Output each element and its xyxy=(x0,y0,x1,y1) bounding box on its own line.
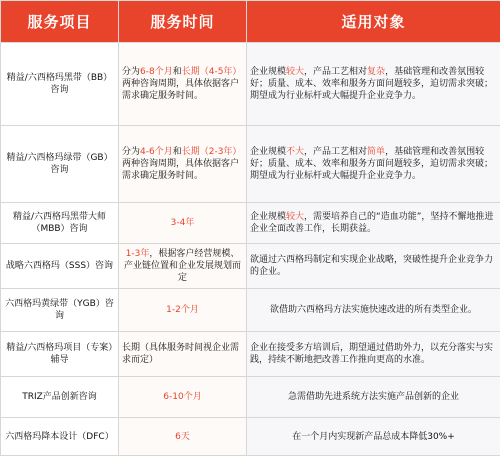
service-time: 6天 xyxy=(119,418,247,456)
highlight-text: 较大 xyxy=(286,67,304,77)
table-row xyxy=(1,332,500,377)
table-row xyxy=(1,203,500,244)
table-row xyxy=(1,244,500,289)
table-row xyxy=(1,289,500,332)
service-target: 欲通过六西格玛制定和实现企业战略，突破性提升企业竞争力的企业。 xyxy=(247,244,500,289)
service-name: 精益/六西格玛黑带大师（MBB）咨询 xyxy=(1,203,119,244)
highlight-text: 长期（4-5年） xyxy=(182,67,242,77)
highlight-text: 不大 xyxy=(286,147,304,157)
text-part: 两种咨询周期，具体依据客户需求确定服务时间。 xyxy=(122,79,239,101)
service-time xyxy=(119,244,247,289)
text-part: 两种咨询周期，具体依据客户需求确定服务时间。 xyxy=(122,159,239,181)
text-part: 企业规模 xyxy=(250,147,286,157)
table-header-row xyxy=(1,1,500,43)
highlight-text: 简单 xyxy=(367,147,385,157)
highlight-text: 1-3年 xyxy=(126,249,150,259)
header-target: 适用对象 xyxy=(247,1,500,43)
text-part: ，基础管理和改善氛围较好；质量、成本、效率和服务方面问题较多，迫切需求突破；期望成为行业标杆或大幅提升企业竞争力。 xyxy=(250,67,493,101)
service-name: 精益/六西格玛黑带（BB）咨询 xyxy=(1,43,119,126)
service-name: 六西格玛黄绿带（YGB）咨询 xyxy=(1,289,119,332)
service-time xyxy=(119,126,247,203)
table-row xyxy=(1,418,500,456)
service-time: 长期（具体服务时间视企业需求而定） xyxy=(119,332,247,377)
service-target xyxy=(247,203,500,244)
text-part: 企业规模 xyxy=(250,212,286,222)
service-name: 六西格玛降本设计（DFC） xyxy=(1,418,119,456)
service-name: 精益/六西格玛绿带（GB）咨询 xyxy=(1,126,119,203)
text-part: 分为 xyxy=(122,67,140,77)
service-time: 6-10个月 xyxy=(119,377,247,418)
service-target: 在一个月内实现新产品总成本降低30%+ xyxy=(247,418,500,456)
text-part: ，产品工艺相对 xyxy=(304,147,367,157)
service-target: 急需借助先进系统方法实施产品创新的企业 xyxy=(247,377,500,418)
text-part: 分为 xyxy=(122,147,140,157)
text-part: ，需要培养自己的“造血功能”，坚持不懈地推进企业全面改善工作，长期获益。 xyxy=(250,212,493,234)
header-service-item: 服务项目 xyxy=(1,1,119,43)
table-row xyxy=(1,377,500,418)
text-part: 企业规模 xyxy=(250,67,286,77)
service-target xyxy=(247,43,500,126)
service-name: 战略六西格玛（SSS）咨询 xyxy=(1,244,119,289)
text-part: ，产品工艺相对 xyxy=(304,67,367,77)
table-row xyxy=(1,126,500,203)
highlight-text: 6-8个月 xyxy=(140,67,173,77)
service-target xyxy=(247,126,500,203)
service-time: 3-4年 xyxy=(119,203,247,244)
service-time: 1-2个月 xyxy=(119,289,247,332)
highlight-text: 长期（2-3年） xyxy=(182,147,242,157)
text-part: ，基础管理和改善氛围较好；质量、成本、效率和服务方面问题较多，迫切需求突破；期望成为行业标杆或大幅提升企业竞争力。 xyxy=(250,147,493,181)
text-part: ，根据客户经营规模、产业链位置和企业发展规划而定 xyxy=(124,249,241,283)
highlight-text: 4-6个月 xyxy=(140,147,173,157)
table-row xyxy=(1,43,500,126)
text-part: 和 xyxy=(173,147,182,157)
service-target: 欲借助六西格玛方法实施快速改进的所有类型企业。 xyxy=(247,289,500,332)
service-name: 精益/六西格玛项目（专案）辅导 xyxy=(1,332,119,377)
highlight-text: 复杂 xyxy=(367,67,385,77)
service-time xyxy=(119,43,247,126)
highlight-text: 较大 xyxy=(286,212,304,222)
service-target: 企业在接受多方培训后，期望通过借助外力，以充分落实与实践，持续不断地把改善工作推向更高的水准。 xyxy=(247,332,500,377)
header-service-time: 服务时间 xyxy=(119,1,247,43)
text-part: 和 xyxy=(173,67,182,77)
service-name: TRIZ产品创新咨询 xyxy=(1,377,119,418)
